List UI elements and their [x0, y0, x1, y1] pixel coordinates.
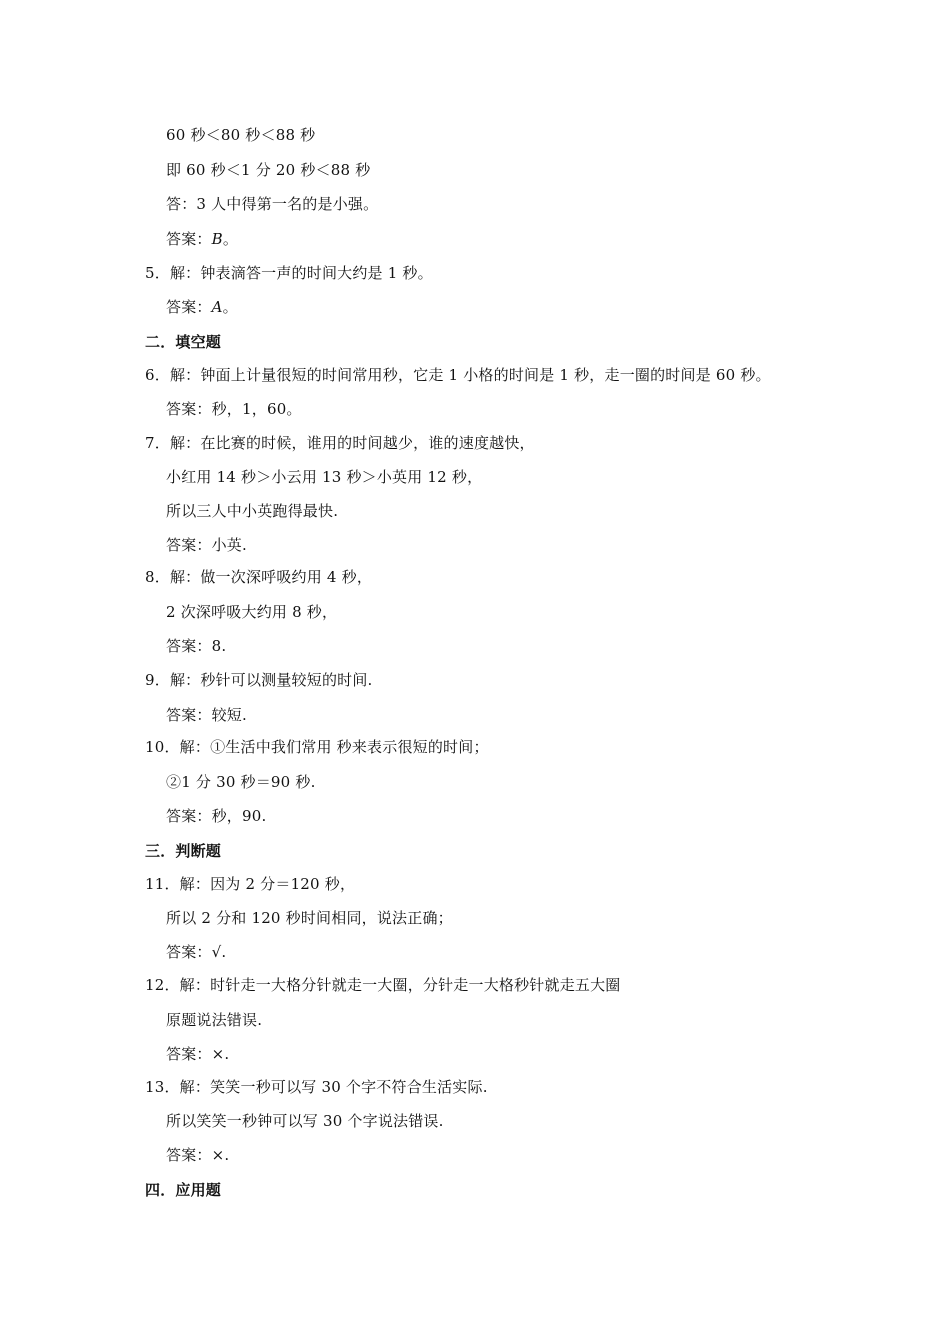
solution-line: 12．解：时针走一大格分针就走一大圈，分针走一大格秒针就走五大圈	[145, 976, 621, 994]
answer-line: 答案：小英.	[166, 536, 247, 554]
answer-choice: A	[211, 298, 223, 316]
solution-line: 6．解：钟面上计量很短的时间常用秒，它走 1 小格的时间是 1 秒，走一圈的时间是 60 秒。	[145, 366, 771, 384]
answer-prefix: 答案：	[166, 230, 212, 248]
text-line: 即 60 秒＜1 分 20 秒＜88 秒	[166, 161, 371, 179]
answer-line: 答案：秒，1，60。	[166, 400, 302, 418]
solution-line: 9．解：秒针可以测量较短的时间.	[145, 671, 373, 689]
text-line: 所以三人中小英跑得最快.	[166, 502, 339, 520]
text-line: ②1 分 30 秒＝90 秒.	[166, 773, 316, 791]
answer-line	[166, 229, 238, 249]
solution-line: 8．解：做一次深呼吸约用 4 秒，	[145, 568, 373, 586]
solution-line: 7．解：在比赛的时候，谁用的时间越少，谁的速度越快，	[145, 434, 535, 452]
answer-prefix: 答案：	[166, 298, 212, 316]
section-heading: 三．判断题	[145, 842, 222, 860]
answer-line: 答案：8.	[166, 637, 227, 655]
answer-suffix: 。	[222, 230, 239, 248]
text-line: 所以 2 分和 120 秒时间相同，说法正确；	[166, 909, 453, 927]
text-line: 答：3 人中得第一名的是小强。	[166, 195, 379, 213]
answer-choice: B	[211, 230, 223, 248]
answer-suffix: 。	[222, 298, 238, 316]
answer-line	[166, 297, 238, 317]
answer-line: 答案：秒，90.	[166, 807, 267, 825]
text-line: 60 秒＜80 秒＜88 秒	[166, 126, 316, 144]
text-line: 原题说法错误.	[166, 1011, 263, 1029]
text-line: 所以笑笑一秒钟可以写 30 个字说法错误.	[166, 1112, 444, 1130]
answer-line: 答案：较短.	[166, 706, 247, 724]
section-heading: 二．填空题	[145, 333, 222, 351]
solution-line: 5．解：钟表滴答一声的时间大约是 1 秒。	[145, 264, 433, 282]
section-heading: 四．应用题	[145, 1181, 222, 1199]
answer-line: 答案：×.	[166, 1146, 230, 1164]
answer-line: 答案：√.	[166, 943, 227, 961]
solution-line: 13．解：笑笑一秒可以写 30 个字不符合生活实际.	[145, 1078, 488, 1096]
text-line: 2 次深呼吸大约用 8 秒，	[166, 603, 338, 621]
answer-line: 答案：×.	[166, 1045, 230, 1063]
solution-line: 10．解：①生活中我们常用 秒来表示很短的时间；	[145, 738, 489, 756]
text-line: 小红用 14 秒＞小云用 13 秒＞小英用 12 秒，	[166, 468, 483, 486]
solution-line: 11．解：因为 2 分＝120 秒，	[145, 875, 356, 893]
